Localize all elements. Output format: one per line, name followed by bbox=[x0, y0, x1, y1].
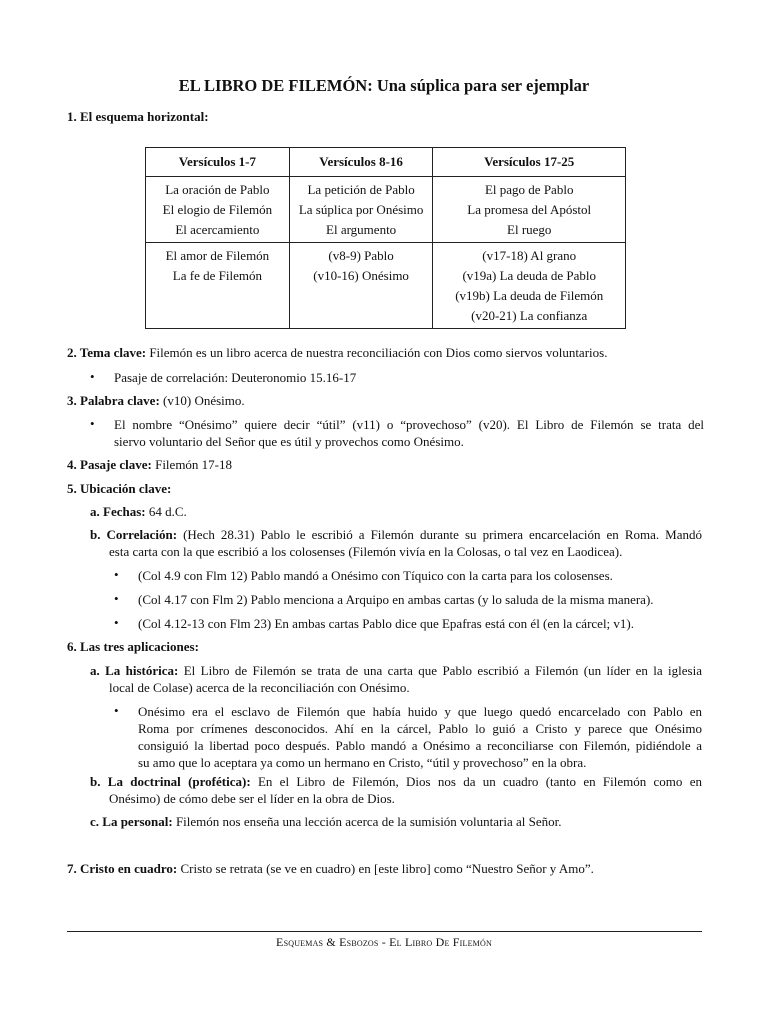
table-header-cell: Versículos 8-16 bbox=[289, 148, 433, 177]
section-text: Filemón es un libro acerca de nuestra reconciliación con Dios como siervos voluntarios. bbox=[146, 345, 608, 360]
subsection-b-doctrinal bbox=[90, 773, 702, 807]
section-label: 7. Cristo en cuadro: bbox=[67, 861, 178, 876]
cell-line: (v10-16) Onésimo bbox=[313, 268, 409, 283]
page-footer: Esquemas & Esbozos - El Libro De Filemón bbox=[276, 935, 492, 949]
list-item-line: El nombre “Onésimo” quiere decir “útil” (v11) o “provechoso” (v20). El Libro de Filemón se trata del bbox=[114, 417, 704, 432]
list-item-line: siervo voluntario del Señor que es útil y provechos como Onésimo. bbox=[114, 434, 464, 449]
bullet-icon: • bbox=[90, 369, 95, 384]
bullet-icon: • bbox=[114, 567, 119, 582]
cell-line: El ruego bbox=[507, 222, 552, 237]
paragraph-line bbox=[90, 773, 702, 790]
table-cell bbox=[146, 243, 290, 329]
section-7-cristo-en-cuadro bbox=[67, 860, 706, 878]
section-label: a. La histórica: bbox=[90, 663, 179, 678]
section-text: (v10) Onésimo. bbox=[159, 393, 245, 408]
list-item-line: su amo que lo aceptara ya como un hermano en Cristo, “útil y provechoso” en la obra. bbox=[138, 755, 587, 770]
bullet-icon: • bbox=[114, 615, 119, 630]
section-text: Cristo se retrata (se ve en cuadro) en [este libro] como “Nuestro Señor y Amo”. bbox=[177, 861, 594, 876]
list-item: Pasaje de correlación: Deuteronomio 15.16-17 bbox=[114, 370, 357, 385]
section-6-heading: 6. Las tres aplicaciones: bbox=[67, 639, 199, 654]
table-cell bbox=[433, 243, 626, 329]
cell-line: (v20-21) La confianza bbox=[471, 308, 588, 323]
cell-line: El amor de Filemón bbox=[165, 248, 270, 263]
paragraph-line: Onésimo) de cómo debe ser el líder en la obra de Dios. bbox=[109, 791, 395, 806]
section-text: El Libro de Filemón se trata de una carta que Pablo escribió a Filemón (un líder en la iglesia bbox=[178, 663, 702, 678]
table-header-cell: Versículos 17-25 bbox=[433, 148, 626, 177]
cell-line: (v17-18) Al grano bbox=[482, 248, 577, 263]
cell-line: La oración de Pablo bbox=[165, 182, 270, 197]
subsection-a-historica bbox=[90, 662, 702, 696]
section-label: 4. Pasaje clave: bbox=[67, 457, 152, 472]
section-label: a. Fechas: bbox=[90, 504, 146, 519]
cell-line: El elogio de Filemón bbox=[162, 202, 273, 217]
section-label: b. Correlación: bbox=[90, 527, 178, 542]
list-item: (Col 4.17 con Flm 2) Pablo menciona a Arquipo en ambas cartas (y lo saluda de la misma manera). bbox=[138, 592, 654, 607]
table-header-cell: Versículos 1-7 bbox=[146, 148, 290, 177]
section-text: En el Libro de Filemón, Dios nos da un cuadro (tanto en Filemón como en bbox=[250, 774, 702, 789]
cell-line: La fe de Filemón bbox=[172, 268, 262, 283]
bullet-icon: • bbox=[114, 591, 119, 606]
section-label: 3. Palabra clave: bbox=[67, 393, 160, 408]
section-3-palabra-clave bbox=[67, 392, 706, 410]
section-text: Filemón nos enseña una lección acerca de la sumisión voluntaria al Señor. bbox=[172, 814, 562, 829]
cell-line: La petición de Pablo bbox=[307, 182, 415, 197]
section-label: c. La personal: bbox=[90, 814, 173, 829]
section-label: b. La doctrinal (profética): bbox=[90, 774, 251, 789]
list-item-line: consiguió la libertad poco después. Pablo mandó a Onésimo a reconciliarse con Filemón, pidiéndole a bbox=[138, 738, 702, 753]
cell-line: (v19b) La deuda de Filemón bbox=[455, 288, 604, 303]
section-text: (Hech 28.31) Pablo le escribió a Filemón durante su primera encarcelación en Roma. Mandó bbox=[177, 527, 702, 542]
subsection-c-personal bbox=[90, 813, 702, 830]
list-item bbox=[138, 703, 702, 771]
subsection-a-fechas bbox=[90, 503, 702, 520]
list-item bbox=[114, 416, 704, 450]
section-text: Filemón 17-18 bbox=[151, 457, 233, 472]
cell-line: El argumento bbox=[326, 222, 397, 237]
table-row bbox=[146, 243, 626, 329]
table-cell bbox=[433, 177, 626, 243]
paragraph-line bbox=[90, 662, 702, 679]
list-item-line: Roma por crímenes desconocidos. Ahí en la cárcel, Pablo lo guió a Cristo y parece que Onésimo bbox=[138, 721, 702, 736]
cell-line: El pago de Pablo bbox=[484, 182, 574, 197]
paragraph-line: esta carta con la que escribió a los colosenses (Filemón vivía en la Colosas, o tal vez en Laodicea). bbox=[109, 544, 623, 559]
bullet-icon: • bbox=[90, 416, 95, 431]
section-4-pasaje-clave bbox=[67, 456, 706, 474]
cell-line: La promesa del Apóstol bbox=[467, 202, 592, 217]
horizontal-outline-table bbox=[145, 147, 626, 329]
cell-line: La súplica por Onésimo bbox=[298, 202, 424, 217]
section-1-heading: 1. El esquema horizontal: bbox=[67, 109, 209, 124]
subsection-b-correlacion bbox=[90, 526, 702, 560]
paragraph-line: local de Colase) acerca de la reconciliación con Onésimo. bbox=[109, 680, 410, 695]
section-text: 64 d.C. bbox=[145, 504, 187, 519]
list-item-line: Onésimo era el esclavo de Filemón que había huido y que luego quedó encarcelado con Pablo en bbox=[138, 704, 702, 719]
table-cell bbox=[146, 177, 290, 243]
footer-divider bbox=[67, 931, 702, 932]
list-item: (Col 4.12-13 con Flm 23) En ambas cartas Pablo dice que Epafras está con él (en la cárcel; v1). bbox=[138, 616, 634, 631]
table-row bbox=[146, 177, 626, 243]
section-label: 2. Tema clave: bbox=[67, 345, 147, 360]
bullet-icon: • bbox=[114, 703, 119, 718]
cell-line: El acercamiento bbox=[175, 222, 260, 237]
paragraph-line bbox=[90, 526, 702, 543]
section-2-tema-clave bbox=[67, 344, 706, 362]
table-header-row bbox=[146, 148, 626, 177]
list-item: (Col 4.9 con Flm 12) Pablo mandó a Onésimo con Tíquico con la carta para los colosenses. bbox=[138, 568, 613, 583]
cell-line: (v8-9) Pablo bbox=[328, 248, 394, 263]
table-cell bbox=[289, 243, 433, 329]
document-title: EL LIBRO DE FILEMÓN: Una súplica para ser ejemplar bbox=[178, 76, 590, 95]
section-5-heading: 5. Ubicación clave: bbox=[67, 481, 172, 496]
cell-line: (v19a) La deuda de Pablo bbox=[462, 268, 596, 283]
table-cell bbox=[289, 177, 433, 243]
